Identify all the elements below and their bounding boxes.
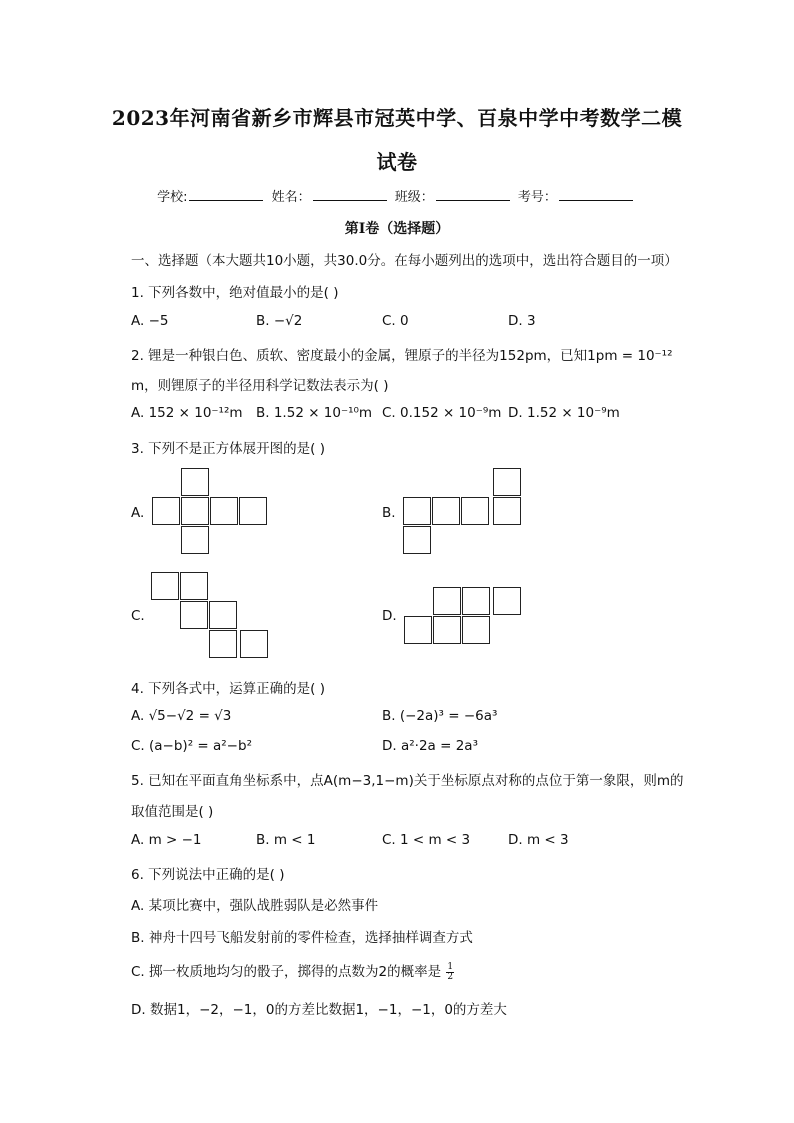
class-blank bbox=[436, 188, 510, 201]
q4-stem: 4. 下列各式中，运算正确的是( ) bbox=[131, 681, 325, 697]
net-cell bbox=[433, 616, 461, 644]
section-title: 第Ⅰ卷（选择题） bbox=[344, 221, 450, 237]
net-cell bbox=[239, 497, 267, 525]
fraction-denominator: 2 bbox=[447, 971, 454, 982]
exam-title-line2: 试卷 bbox=[376, 150, 418, 174]
q5-option-d: D. m < 3 bbox=[508, 832, 569, 848]
q5-option-a: A. m > −1 bbox=[131, 832, 202, 848]
q2-stem-line2: m，则锂原子的半径用科学记数法表示为( ) bbox=[131, 378, 389, 394]
q6-option-d: D. 数据1，−2，−1，0的方差比数据1，−1，−1，0的方差大 bbox=[131, 1002, 507, 1018]
net-cell bbox=[209, 601, 237, 629]
net-cell bbox=[432, 497, 460, 525]
name-blank bbox=[313, 188, 387, 201]
net-cell bbox=[151, 572, 179, 600]
net-cell bbox=[180, 572, 208, 600]
net-cell bbox=[152, 497, 180, 525]
net-cell bbox=[493, 587, 521, 615]
q6-option-b: B. 神舟十四号飞船发射前的零件检查，选择抽样调查方式 bbox=[131, 930, 473, 946]
net-cell bbox=[403, 526, 431, 554]
q5-stem-line1: 5. 已知在平面直角坐标系中，点A(m−3,1−m)关于坐标原点对称的点位于第一象限，则m的 bbox=[131, 773, 684, 789]
q5-stem-line2: 取值范围是( ) bbox=[131, 804, 214, 820]
net-cell bbox=[240, 630, 268, 658]
net-cell bbox=[181, 468, 209, 496]
q3-label-a: A. bbox=[131, 505, 145, 521]
q3-stem: 3. 下列不是正方体展开图的是( ) bbox=[131, 441, 325, 457]
class-label: 班级： bbox=[394, 190, 434, 205]
exam-number-blank bbox=[559, 188, 633, 201]
q1-option-d: D. 3 bbox=[508, 313, 536, 329]
school-label: 学校: bbox=[157, 190, 188, 205]
net-cell bbox=[181, 526, 209, 554]
net-cell bbox=[209, 630, 237, 658]
q5-option-b: B. m < 1 bbox=[256, 832, 316, 848]
net-cell bbox=[493, 497, 521, 525]
q1-option-c: C. 0 bbox=[382, 313, 409, 329]
q4-option-b: B. (−2a)³ = −6a³ bbox=[382, 708, 498, 724]
q4-option-a: A. √5−√2 = √3 bbox=[131, 708, 232, 724]
q5-option-c: C. 1 < m < 3 bbox=[382, 832, 471, 848]
net-cell bbox=[461, 497, 489, 525]
q6-option-c: C. 掷一枚质地均匀的骰子，掷得的点数为2的概率是 bbox=[131, 964, 442, 980]
q4-option-c: C. (a−b)² = a²−b² bbox=[131, 738, 252, 754]
net-cell bbox=[210, 497, 238, 525]
q1-option-a: A. −5 bbox=[131, 313, 169, 329]
net-cell bbox=[433, 587, 461, 615]
net-cell bbox=[462, 587, 490, 615]
student-info-row bbox=[0, 186, 794, 205]
q2-option-d: D. 1.52 × 10⁻⁹m bbox=[508, 405, 620, 421]
q3-label-d: D. bbox=[382, 608, 397, 624]
q3-label-b: B. bbox=[382, 505, 396, 521]
name-label: 姓名： bbox=[271, 190, 311, 205]
exam-title-line1: 2023年河南省新乡市辉县市冠英中学、百泉中学中考数学二模 bbox=[111, 106, 683, 130]
q6-option-a: A. 某项比赛中，强队战胜弱队是必然事件 bbox=[131, 898, 379, 914]
net-cell bbox=[404, 616, 432, 644]
net-cell bbox=[181, 497, 209, 525]
fraction-numerator: 1 bbox=[447, 961, 454, 972]
net-cell bbox=[180, 601, 208, 629]
q2-stem-line1: 2. 锂是一种银白色、质软、密度最小的金属，锂原子的半径为152pm，已知1pm = 10⁻¹² bbox=[131, 348, 673, 364]
net-cell bbox=[493, 468, 521, 496]
q2-option-c: C. 0.152 × 10⁻⁹m bbox=[382, 405, 502, 421]
exam-number-label: 考号： bbox=[517, 190, 557, 205]
q1-option-b: B. −√2 bbox=[256, 313, 303, 329]
net-cell bbox=[462, 616, 490, 644]
q2-option-b: B. 1.52 × 10⁻¹⁰m bbox=[256, 405, 373, 421]
q2-option-a: A. 152 × 10⁻¹²m bbox=[131, 405, 243, 421]
school-blank bbox=[189, 188, 263, 201]
q1-stem: 1. 下列各数中，绝对值最小的是( ) bbox=[131, 285, 339, 301]
part-one-heading: 一、选择题（本大题共10小题，共30.0分。在每小题列出的选项中，选出符合题目的一项） bbox=[131, 253, 678, 269]
q6-stem: 6. 下列说法中正确的是( ) bbox=[131, 867, 285, 883]
q6-option-c-fraction bbox=[446, 963, 454, 982]
q3-label-c: C. bbox=[131, 608, 145, 624]
q6-option-c-row bbox=[131, 960, 454, 982]
q4-option-d: D. a²·2a = 2a³ bbox=[382, 738, 478, 754]
net-cell bbox=[403, 497, 431, 525]
